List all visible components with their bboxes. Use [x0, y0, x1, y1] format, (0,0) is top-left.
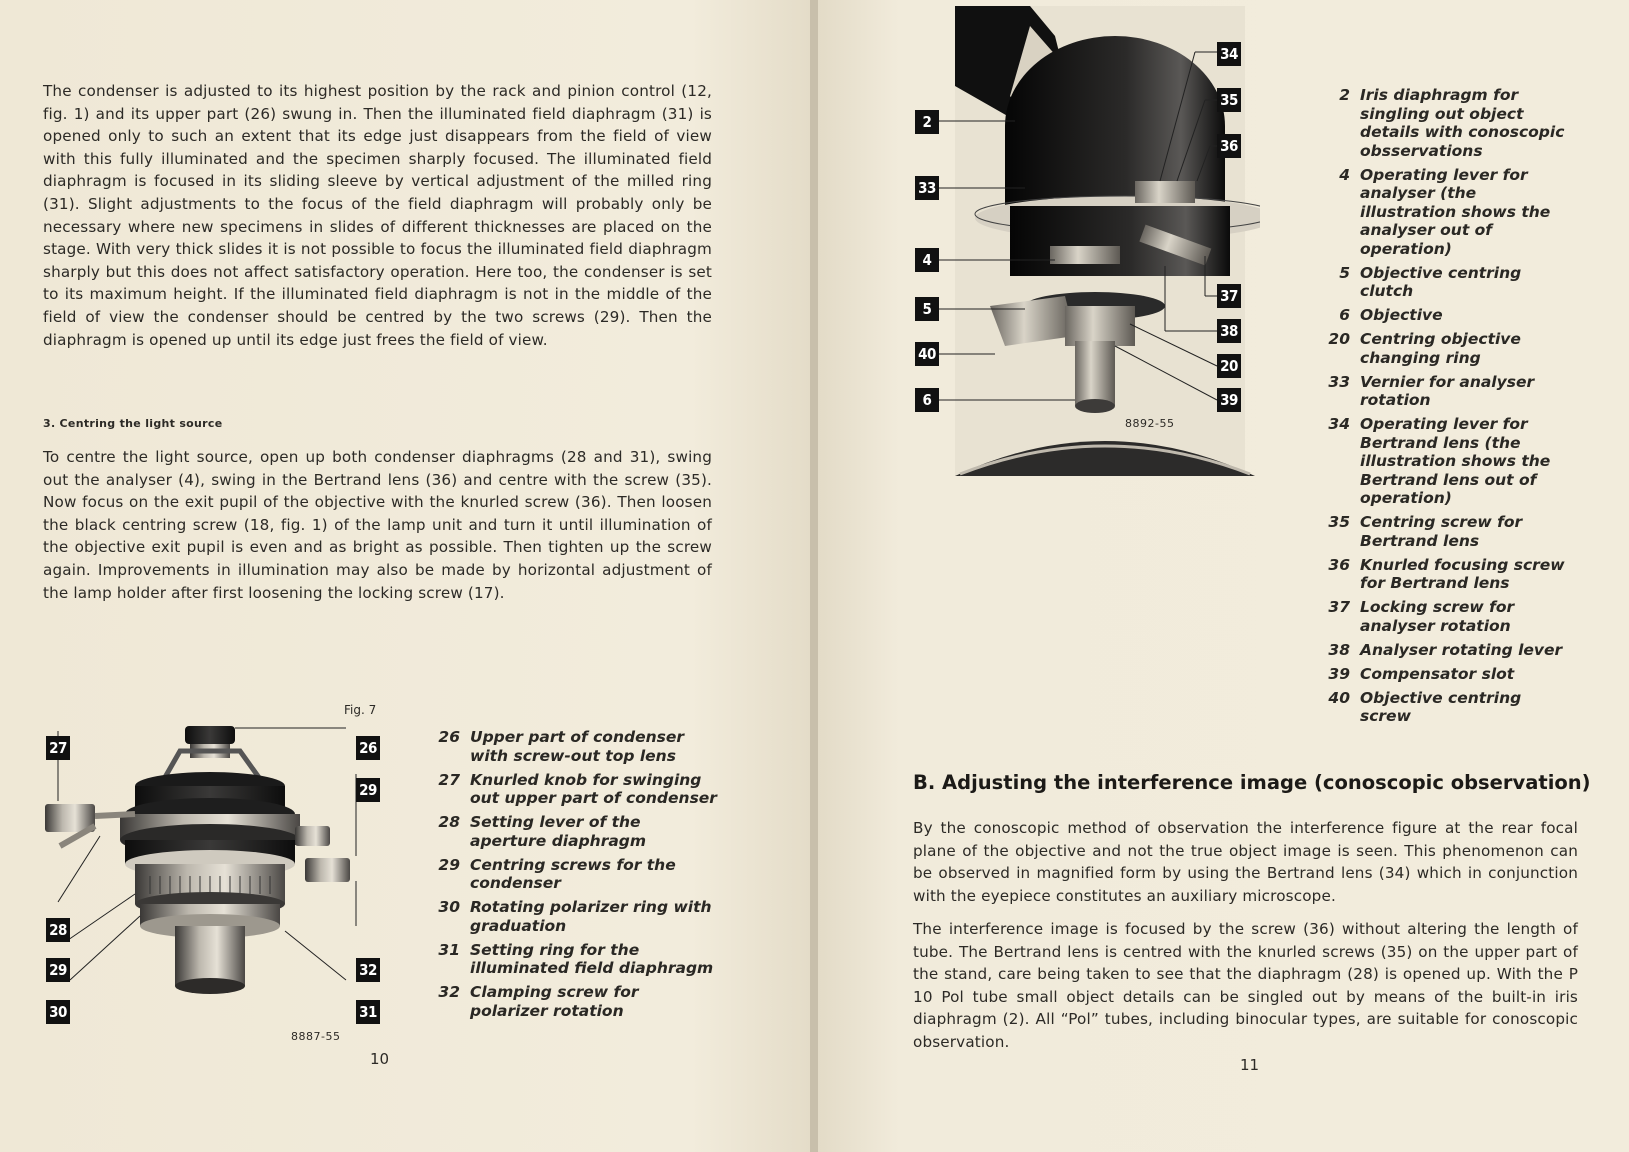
callout-34: 34	[1217, 42, 1241, 66]
legend-item: 32 Clamping screw for polarizer rotation	[438, 983, 639, 1020]
callout-32: 32	[356, 958, 380, 982]
legend-item: 40 Objective centring screw	[1328, 688, 1522, 725]
callout-27: 27	[46, 736, 70, 760]
legend-item: 26 Upper part of condenser with screw-out top lens	[438, 728, 685, 765]
legend-item: 39 Compensator slot	[1328, 664, 1515, 683]
legend-item: 35 Centring screw for Bertrand lens	[1328, 513, 1523, 550]
right-paragraph-2: The interference image is focused by the screw (36) without altering the length of tube. The Bertrand lens is centred with the knurled screws (35) on the upper part of the stand, care being taken to see that the diaphragm (28) is opened up. With the P 10 Pol tube small object details can be singled out by means of the built-in iris diaphragm (2). All “Pol” tubes, including binocular types, are suitable for conoscopic observation.	[913, 920, 1578, 1051]
callout-2: 2	[915, 110, 939, 134]
left-paragraph-2: To centre the light source, open up both condenser diaphragms (28 and 31), swing out the analyser (4), swing in the Bertrand lens (36) and centre with the screw (35). Now focus on the exit pupil of the objective with the knurled screw (36). Then loosen the black centring screw (18, fig. 1) of the lamp unit and turn it until illumination of the objective exit pupil is even and as bright as possible. Then tighten up the screw again. Improvements in illumination may also be made by horizontal adjustment of the lamp holder after first loosening the locking screw (17).	[43, 448, 712, 602]
callout-26: 26	[356, 736, 380, 760]
callout-4: 4	[915, 248, 939, 272]
legend-item: 2 Iris diaphragm for singling out object details with conoscopic obsservations	[1339, 86, 1565, 160]
callout-40: 40	[915, 342, 939, 366]
microscope-legend	[1320, 86, 1570, 731]
legend-item: 30 Rotating polarizer ring with graduation	[438, 898, 712, 935]
legend-item: 5 Objective centring clutch	[1339, 263, 1522, 300]
callout-6: 6	[915, 388, 939, 412]
legend-item: 20 Centring objective changing ring	[1328, 330, 1521, 367]
legend-item: 27 Knurled knob for swinging out upper part of condenser	[438, 770, 717, 807]
callout-29-bottom: 29	[46, 958, 70, 982]
condenser-figure	[40, 726, 390, 1046]
legend-item: 28 Setting lever of the aperture diaphragm	[438, 813, 647, 850]
callout-28: 28	[46, 918, 70, 942]
legend-item: 36 Knurled focusing screw for Bertrand lens	[1328, 555, 1565, 592]
section-heading: 3. Centring the light source	[43, 417, 223, 430]
callout-39: 39	[1217, 388, 1241, 412]
left-paragraph-1: The condenser is adjusted to its highest position by the rack and pinion control (12, fig. 1) and its upper part (26) swung in. Then the illuminated field diaphragm (31) is opened only to such an extent that its edge just disappears from the field of view with this fully illuminated and the specimen sharply focused. The illuminated field diaphragm is focused in its sliding sleeve by vertical adjustment of the milled ring (31). Slight adjustments to the focus of the field diaphragm will probably only be necessary where new specimens in slides of different thicknesses are placed on the stage. With very thick slides it is not possible to focus the illuminated field diaphragm sharply but this does not affect satisfactory operation. Here too, the condenser is set to its maximum height. If the illuminated field diaphragm is not in the middle of the field of view the condenser should be centred by the two screws (29). Then the diaphragm is opened up until its edge just frees the field of view.	[43, 82, 712, 349]
callout-30: 30	[46, 1000, 70, 1024]
callout-31: 31	[356, 1000, 380, 1024]
callout-35: 35	[1217, 88, 1241, 112]
figure-catalog-number: 8887-55	[291, 1030, 341, 1043]
legend-item: 6 Objective	[1339, 306, 1443, 324]
section-b-heading: B. Adjusting the interference image (conoscopic observation)	[913, 771, 1591, 794]
right-page-number: 11	[1240, 1056, 1260, 1074]
callout-20: 20	[1217, 354, 1241, 378]
legend-item: 4 Operating lever for analyser (the illustration shows the analyser out of operation)	[1339, 165, 1551, 258]
left-page-number: 10	[370, 1050, 390, 1068]
legend-item: 37 Locking screw for analyser rotation	[1328, 598, 1515, 635]
condenser-legend	[430, 728, 720, 1026]
right-page	[818, 0, 1629, 1152]
callout-29-top: 29	[356, 778, 380, 802]
legend-item: 33 Vernier for analyser rotation	[1328, 372, 1535, 409]
microscope-head-illustration	[915, 6, 1260, 476]
condenser-illustration	[40, 726, 390, 1046]
left-page	[0, 0, 812, 1152]
microscope-head-figure	[915, 6, 1260, 476]
callout-33: 33	[915, 176, 939, 200]
callout-36: 36	[1217, 134, 1241, 158]
callout-5: 5	[915, 297, 939, 321]
right-paragraph-1: By the conoscopic method of observation the interference figure at the rear focal plane of the objective and not the true object image is seen. This phenomenon can be observed in magnified form by using the Bertrand lens (34) which in conjunction with the eyepiece constitutes an auxiliary microscope.	[913, 819, 1578, 905]
legend-item: 34 Operating lever for Bertrand lens (the illustration shows the Bertrand lens out of operation)	[1328, 415, 1551, 507]
legend-item: 31 Setting ring for the illuminated field diaphragm	[438, 940, 714, 977]
callout-37: 37	[1217, 284, 1241, 308]
figure-catalog-number: 8892-55	[1125, 417, 1175, 430]
legend-item: 38 Analyser rotating lever	[1328, 640, 1563, 659]
callout-38: 38	[1217, 319, 1241, 343]
legend-item: 29 Centring screws for the condenser	[438, 855, 676, 892]
figure-label: Fig. 7	[344, 703, 377, 717]
